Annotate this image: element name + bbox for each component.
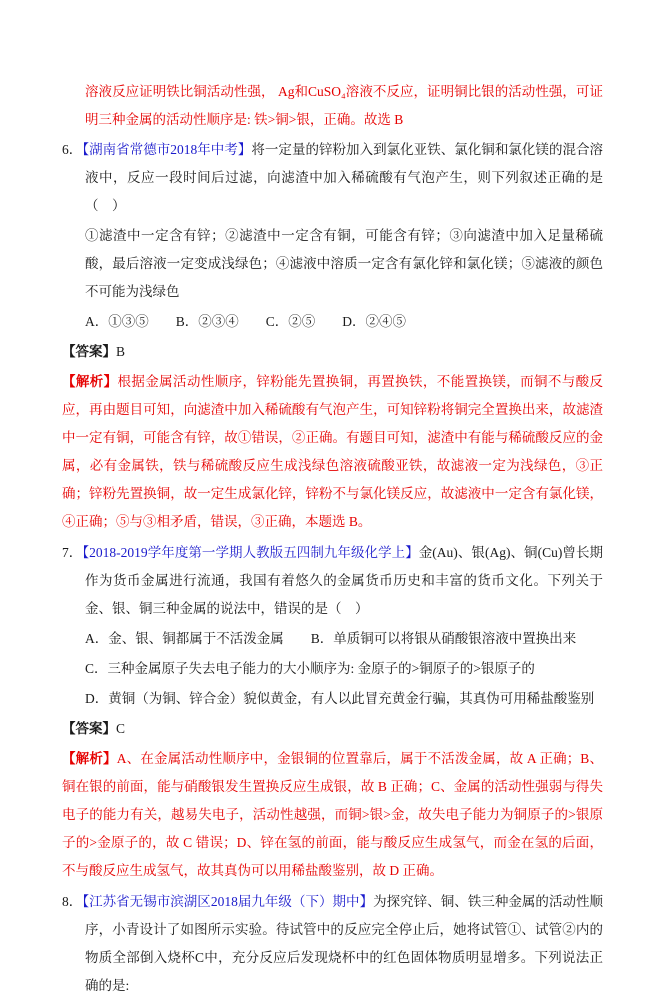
- intro-analysis-text: 溶液反应证明铁比铜活动性强， Ag和CuSO₄溶液不反应，证明铜比银的活动性强，可证明三种金属的活动性顺序是: 铁>铜>银，正确。故选 B: [85, 84, 603, 127]
- question-7-analysis: [62, 745, 603, 885]
- question-6-stem-text: 将一定量的锌粉加入到氯化亚铁、氯化铜和氯化镁的混合溶液中，反应一段时间后过滤，向滤渣中加入稀硫酸有气泡产生，则下列叙述正确的是（ ）: [85, 142, 604, 213]
- question-6-number: 6．: [62, 142, 83, 157]
- question-8-stem-text: 为探究锌、铜、铁三种金属的活动性顺序，小青设计了如图所示实验。待试管中的反应完全停止后，她将试管①、试管②内的物质全部倒入烧杯C中，充分反应后发现烧杯中的红色固体物质明显增多。下列说法正确的是:: [85, 894, 604, 993]
- question-6-answer-value: B: [116, 344, 126, 359]
- question-7-answer: [62, 715, 603, 743]
- question-7-analysis-label: 【解析】: [62, 751, 117, 766]
- question-8: [62, 888, 603, 1000]
- question-7-answer-label: 【答案】: [62, 721, 116, 736]
- question-6-source: 【湖南省常德市2018年中考】: [82, 142, 252, 157]
- question-7-stem-text: 金(Au)、银(Ag)、铜(Cu)曾长期作为货币金属进行流通，我国有着悠久的金属货币历史和丰富的货币文化。下列关于金、银、铜三种金属的说法中，错误的是（ ）: [85, 545, 603, 616]
- question-7-choice-line-d: D．黄铜（为铜、锌合金）貌似黄金，有人以此冒充黄金行骗，其真伪可用稀盐酸鉴别: [85, 691, 595, 706]
- question-6-analysis: [62, 368, 603, 536]
- question-6: [62, 136, 603, 536]
- question-6-analysis-label: 【解析】: [62, 374, 118, 389]
- question-7-choice-line-ab: A．金、银、铜都属于不活泼金属 B．单质铜可以将银从硝酸银溶液中置换出来: [85, 631, 577, 646]
- question-6-answer: [62, 338, 603, 366]
- question-6-subitems: ①滤渣中一定含有锌；②滤渣中一定含有铜，可能含有锌；③向滤渣中加入足量稀硫酸，最后溶液一定变成浅绿色；④滤液中溶质一定含有氯化锌和氯化镁；⑤滤液的颜色不可能为浅绿色: [85, 228, 603, 299]
- question-7-choice-line-c: C．三种金属原子失去电子能力的大小顺序为: 金原子的>铜原子的>银原子的: [85, 661, 535, 676]
- question-7-source: 【2018-2019学年度第一学期人教版五四制九年级化学上】: [82, 545, 419, 560]
- question-6-answer-label: 【答案】: [62, 344, 116, 359]
- question-6-choices: A．①③⑤ B．②③④ C．②⑤ D．②④⑤: [85, 314, 407, 329]
- question-7-number: 7．: [62, 545, 83, 560]
- question-7: [62, 539, 603, 885]
- question-7-stem: [62, 539, 603, 623]
- question-6-stem: [62, 136, 603, 220]
- question-8-stem: [62, 888, 603, 1000]
- question-8-source: 【江苏省无锡市滨湖区2018届九年级（下）期中】: [82, 894, 374, 909]
- question-6-analysis-text: 根据金属活动性顺序，锌粉能先置换铜，再置换铁，不能置换镁，而铜不与酸反应，再由题目可知，向滤渣中加入稀硫酸有气泡产生，可知锌粉将铜完全置换出来，故滤渣中一定有铜，可能含有锌，故①错误，②正确。有题目可知，滤渣中有能与稀硫酸反应的金属，必有金属铁，铁与稀硫酸反应生成浅绿色溶液硫酸亚铁，故滤液一定为浅绿色，③正确；锌粉先置换铜，故一定生成氯化锌，锌粉不与氯化镁反应，故滤液中一定含有氯化镁，④正确；⑤与③相矛盾，错误，③正确，本题选 B。: [62, 374, 604, 529]
- question-8-number: 8．: [62, 894, 83, 909]
- question-7-answer-value: C: [116, 721, 126, 736]
- question-7-analysis-text: A、在金属活动性顺序中，金银铜的位置靠后，属于不活泼金属，故 A 正确；B、铜在银的前面，能与硝酸银发生置换反应生成银，故 B 正确；C、金属的活动性强弱与得失电子的能力有关，越易失电子，活动性越强，而铜>银>金，故失电子能力为铜原子的>银原子的>金原子的，故 C 错误；D、锌在氢的前面，能与酸反应生成氢气，而金在氢的后面，不与酸反应生成氢气，故其真伪可以用稀盐酸鉴别，故 D 正确。: [62, 751, 603, 878]
